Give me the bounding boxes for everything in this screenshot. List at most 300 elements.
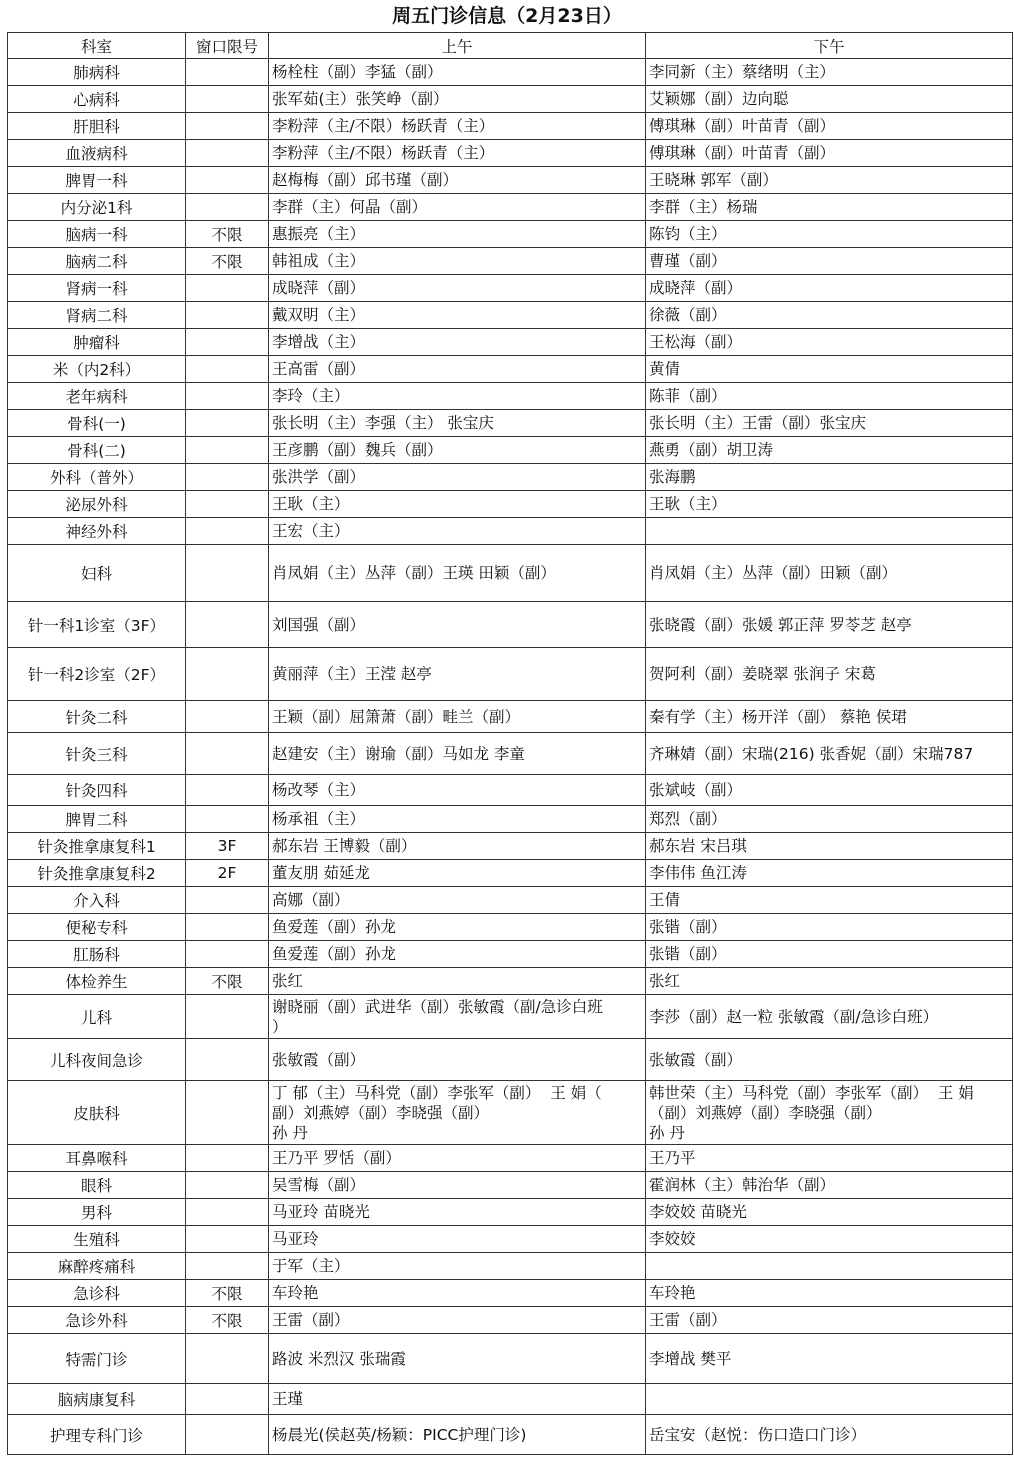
dept-cell: 急诊外科 [8, 1307, 186, 1334]
dept-cell: 急诊科 [8, 1280, 186, 1307]
doctor-line: 张红 [272, 972, 304, 990]
afternoon-doctors-cell [646, 194, 1013, 221]
morning-doctors-cell [269, 941, 646, 968]
dept-cell: 儿科 [8, 995, 186, 1039]
afternoon-doctors-cell [646, 1334, 1013, 1384]
doctor-line: 艾颖娜（副）边向聪 [649, 90, 789, 108]
page-title: 周五门诊信息（2月23日） [392, 5, 622, 27]
table-row [8, 275, 1013, 302]
doctor-line: 张红 [649, 972, 681, 990]
dept-cell: 老年病科 [8, 383, 186, 410]
doctor-line: 鱼爱莲（副）孙龙 [272, 945, 397, 963]
afternoon-doctors-cell [646, 329, 1013, 356]
doctor-line: 王乃平 [649, 1149, 696, 1167]
afternoon-doctors-cell [646, 914, 1013, 941]
afternoon-doctors-cell [646, 113, 1013, 140]
afternoon-doctors-cell [646, 1384, 1013, 1415]
table-row [8, 140, 1013, 167]
dept-cell: 针灸推拿康复科2 [8, 860, 186, 887]
morning-doctors-cell [269, 1039, 646, 1081]
table-row [8, 59, 1013, 86]
morning-doctors-cell [269, 140, 646, 167]
morning-doctors-cell [269, 775, 646, 806]
morning-doctors-cell [269, 833, 646, 860]
afternoon-doctors-cell [646, 356, 1013, 383]
afternoon-doctors-cell [646, 221, 1013, 248]
morning-doctors-cell [269, 329, 646, 356]
doctor-line: 李伟伟 鱼江涛 [649, 864, 747, 882]
table-row [8, 302, 1013, 329]
dept-cell: 肝胆科 [8, 113, 186, 140]
window-limit-cell [186, 302, 269, 329]
window-limit-cell: 不限 [186, 1280, 269, 1307]
doctor-line: 李玲（主） [272, 387, 350, 405]
morning-doctors-cell [269, 1384, 646, 1415]
morning-doctors-cell [269, 1307, 646, 1334]
dept-cell: 麻醉疼痛科 [8, 1253, 186, 1280]
dept-cell: 泌尿外科 [8, 491, 186, 518]
table-row [8, 545, 1013, 602]
doctor-line: 马亚玲 苗晓光 [272, 1203, 370, 1221]
morning-doctors-cell [269, 648, 646, 701]
doctor-line: 赵建安（主）谢瑜（副）马如龙 李童 [272, 744, 525, 763]
afternoon-doctors-cell [646, 1226, 1013, 1253]
doctor-line: 王松海（副） [649, 333, 743, 351]
morning-doctors-cell [269, 1334, 646, 1384]
dept-cell: 介入科 [8, 887, 186, 914]
doctor-line: 王宏（主） [272, 522, 350, 540]
window-limit-cell [186, 887, 269, 914]
window-limit-cell: 3F [186, 833, 269, 860]
doctor-line: 于军（主） [272, 1257, 350, 1275]
dept-cell: 米（内2科） [8, 356, 186, 383]
doctor-line: 吴雪梅（副） [272, 1176, 366, 1194]
doctor-line: 赵梅梅（副）邱书瑾（副） [272, 171, 459, 189]
doctor-line: 韩祖成（主） [272, 252, 366, 270]
afternoon-doctors-cell [646, 248, 1013, 275]
window-limit-cell [186, 1081, 269, 1145]
table-row [8, 995, 1013, 1039]
dept-cell: 眼科 [8, 1172, 186, 1199]
doctor-line: 李姣姣 [649, 1230, 696, 1248]
window-limit-cell [186, 1226, 269, 1253]
morning-doctors-cell [269, 113, 646, 140]
window-limit-cell [186, 167, 269, 194]
morning-doctors-cell [269, 1199, 646, 1226]
doctor-line: 李群（主）何晶（副） [272, 198, 428, 216]
doctor-line: 杨承祖（主） [272, 810, 366, 828]
doctor-line: 谢晓丽（副）武进华（副）张敏霞（副/急诊白班 [272, 997, 603, 1016]
dept-cell: 儿科夜间急诊 [8, 1039, 186, 1081]
table-row [8, 518, 1013, 545]
doctor-line: 张锴（副） [649, 945, 727, 963]
afternoon-doctors-cell [646, 410, 1013, 437]
doctor-line: 燕勇（副）胡卫涛 [649, 441, 774, 459]
morning-doctors-cell [269, 701, 646, 733]
afternoon-doctors-cell [646, 1307, 1013, 1334]
afternoon-doctors-cell [646, 968, 1013, 995]
doctor-line: 李莎（副）赵一粒 张敏霞（副/急诊白班） [649, 1007, 939, 1026]
dept-cell: 针一科2诊室（2F） [8, 648, 186, 701]
window-limit-cell [186, 775, 269, 806]
table-row [8, 1081, 1013, 1145]
doctor-line: 马亚玲 [272, 1230, 319, 1248]
doctor-line: 王乃平 罗恬（副） [272, 1149, 401, 1167]
afternoon-doctors-cell [646, 1280, 1013, 1307]
morning-doctors-cell [269, 86, 646, 113]
dept-cell: 外科（普外） [8, 464, 186, 491]
doctor-line: 王晓琳 郭军（副） [649, 171, 778, 189]
doctor-line: 车玲艳 [272, 1284, 319, 1302]
table-row [8, 1334, 1013, 1384]
table-row [8, 1039, 1013, 1081]
table-row [8, 491, 1013, 518]
doctor-line: 郝东岩 王博毅（副） [272, 837, 417, 855]
doctor-line: 丁 郁（主）马科党（副）李张军（副） 王 娟（ [272, 1083, 602, 1102]
morning-doctors-cell [269, 410, 646, 437]
dept-cell: 骨科(二) [8, 437, 186, 464]
afternoon-doctors-cell [646, 860, 1013, 887]
table-row [8, 356, 1013, 383]
afternoon-doctors-cell [646, 1253, 1013, 1280]
doctor-line: 刘国强（副） [272, 615, 366, 634]
window-limit-cell [186, 1039, 269, 1081]
doctor-line: 李姣姣 苗晓光 [649, 1203, 747, 1221]
morning-doctors-cell [269, 1226, 646, 1253]
table-row [8, 248, 1013, 275]
dept-cell: 脾胃二科 [8, 806, 186, 833]
afternoon-doctors-cell [646, 59, 1013, 86]
doctor-line: 肖凤娟（主）丛萍（副）王瑛 田颖（副） [272, 564, 556, 582]
doctor-line: 王雷（副） [272, 1311, 350, 1329]
table-row [8, 1145, 1013, 1172]
header-limit: 窗口限号 [186, 33, 269, 59]
afternoon-doctors-cell [646, 941, 1013, 968]
window-limit-cell [186, 275, 269, 302]
window-limit-cell [186, 1172, 269, 1199]
dept-cell: 血液病科 [8, 140, 186, 167]
afternoon-doctors-cell [646, 775, 1013, 806]
doctor-line: 戴双明（主） [272, 306, 366, 324]
table-row [8, 329, 1013, 356]
morning-doctors-cell [269, 518, 646, 545]
afternoon-doctors-cell [646, 806, 1013, 833]
morning-doctors-cell [269, 995, 646, 1039]
table-row [8, 113, 1013, 140]
dept-cell: 针灸二科 [8, 701, 186, 733]
window-limit-cell [186, 356, 269, 383]
doctor-line: ） [272, 1017, 288, 1036]
morning-doctors-cell [269, 968, 646, 995]
window-limit-cell [186, 491, 269, 518]
dept-cell: 肛肠科 [8, 941, 186, 968]
window-limit-cell [186, 806, 269, 833]
table-row [8, 1415, 1013, 1455]
afternoon-doctors-cell [646, 383, 1013, 410]
doctor-line: 杨栓柱（副）李猛（副） [272, 63, 443, 81]
morning-doctors-cell [269, 1280, 646, 1307]
header-row [8, 33, 1013, 59]
doctor-line: 张长明（主）李强（主） 张宝庆 [272, 414, 494, 432]
table-row [8, 941, 1013, 968]
doctor-line: （副）刘燕婷（副）李晓强（副） [649, 1103, 882, 1122]
morning-doctors-cell [269, 545, 646, 602]
table-row [8, 464, 1013, 491]
doctor-line: 张军茹(主）张笑峥（副） [272, 90, 449, 108]
morning-doctors-cell [269, 806, 646, 833]
morning-doctors-cell [269, 1081, 646, 1145]
morning-doctors-cell [269, 1172, 646, 1199]
morning-doctors-cell [269, 1415, 646, 1455]
doctor-line: 董友朋 茹延龙 [272, 864, 370, 882]
dept-cell: 耳鼻喉科 [8, 1145, 186, 1172]
doctor-line: 王倩 [649, 891, 681, 909]
morning-doctors-cell [269, 602, 646, 648]
dept-cell: 肾病一科 [8, 275, 186, 302]
table-row [8, 221, 1013, 248]
window-limit-cell: 不限 [186, 248, 269, 275]
afternoon-doctors-cell [646, 545, 1013, 602]
morning-doctors-cell [269, 221, 646, 248]
doctor-line: 李粉萍（主/不限）杨跃青（主） [272, 144, 495, 162]
dept-cell: 脑病一科 [8, 221, 186, 248]
doctor-line: 杨晨光(侯赵英/杨颖：PICC护理门诊) [272, 1425, 527, 1444]
afternoon-doctors-cell [646, 86, 1013, 113]
doctor-line: 曹瑾（副） [649, 252, 727, 270]
afternoon-doctors-cell [646, 1172, 1013, 1199]
doctor-line: 张敏霞（副） [272, 1050, 366, 1069]
table-row [8, 887, 1013, 914]
dept-cell: 皮肤科 [8, 1081, 186, 1145]
window-limit-cell: 不限 [186, 968, 269, 995]
doctor-line: 车玲艳 [649, 1284, 696, 1302]
window-limit-cell [186, 383, 269, 410]
dept-cell: 男科 [8, 1199, 186, 1226]
header-dept: 科室 [8, 33, 186, 59]
afternoon-doctors-cell [646, 491, 1013, 518]
afternoon-doctors-cell [646, 518, 1013, 545]
dept-cell: 特需门诊 [8, 1334, 186, 1384]
table-row [8, 1384, 1013, 1415]
window-limit-cell [186, 1334, 269, 1384]
doctor-line: 郑烈（副） [649, 810, 727, 828]
dept-cell: 针灸推拿康复科1 [8, 833, 186, 860]
doctor-line: 韩世荣（主）马科党（副）李张军（副） 王 娟 [649, 1083, 974, 1102]
window-limit-cell [186, 140, 269, 167]
table-row [8, 437, 1013, 464]
doctor-line: 傅琪琳（副）叶苗青（副） [649, 144, 836, 162]
morning-doctors-cell [269, 733, 646, 775]
doctor-line: 肖凤娟（主）丛萍（副）田颖（副） [649, 564, 898, 582]
dept-cell: 便秘专科 [8, 914, 186, 941]
doctor-line: 成晓萍（副） [272, 279, 366, 297]
doctor-line: 王耿（主） [649, 495, 727, 513]
dept-cell: 脑病康复科 [8, 1384, 186, 1415]
window-limit-cell [186, 59, 269, 86]
afternoon-doctors-cell [646, 1415, 1013, 1455]
doctor-line: 副）刘燕婷（副）李晓强（副） [272, 1103, 490, 1122]
doctor-line: 黄丽萍（主）王滢 赵亭 [272, 665, 432, 683]
morning-doctors-cell [269, 59, 646, 86]
afternoon-doctors-cell [646, 995, 1013, 1039]
morning-doctors-cell [269, 356, 646, 383]
doctor-line: 张海鹏 [649, 468, 696, 486]
window-limit-cell [186, 701, 269, 733]
header-am: 上午 [269, 33, 646, 59]
window-limit-cell [186, 941, 269, 968]
table-row [8, 775, 1013, 806]
dept-cell: 肾病二科 [8, 302, 186, 329]
window-limit-cell [186, 464, 269, 491]
doctor-line: 王高雷（副） [272, 360, 366, 378]
doctor-line: 孙 丹 [272, 1123, 308, 1142]
doctor-line: 李粉萍（主/不限）杨跃青（主） [272, 117, 495, 135]
morning-doctors-cell [269, 302, 646, 329]
afternoon-doctors-cell [646, 167, 1013, 194]
window-limit-cell [186, 1415, 269, 1455]
header-pm: 下午 [646, 33, 1013, 59]
table-row [8, 733, 1013, 775]
dept-cell: 针一科1诊室（3F） [8, 602, 186, 648]
doctor-line: 傅琪琳（副）叶苗青（副） [649, 117, 836, 135]
doctor-line: 王雷（副） [649, 1311, 727, 1329]
dept-cell: 针灸四科 [8, 775, 186, 806]
window-limit-cell [186, 1199, 269, 1226]
doctor-line: 王颖（副）屈箫萧（副）畦兰（副） [272, 707, 521, 726]
afternoon-doctors-cell [646, 833, 1013, 860]
dept-cell: 骨科(一) [8, 410, 186, 437]
doctor-line: 霍润林（主）韩治华（副） [649, 1176, 836, 1194]
afternoon-doctors-cell [646, 1081, 1013, 1145]
doctor-line: 孙 丹 [649, 1123, 685, 1142]
table-row [8, 1199, 1013, 1226]
afternoon-doctors-cell [646, 1199, 1013, 1226]
afternoon-doctors-cell [646, 1039, 1013, 1081]
doctor-line: 张斌岐（副） [649, 781, 743, 799]
morning-doctors-cell [269, 887, 646, 914]
afternoon-doctors-cell [646, 887, 1013, 914]
dept-cell: 针灸三科 [8, 733, 186, 775]
window-limit-cell [186, 995, 269, 1039]
table-row [8, 1253, 1013, 1280]
window-limit-cell [186, 410, 269, 437]
window-limit-cell: 不限 [186, 1307, 269, 1334]
dept-cell: 护理专科门诊 [8, 1415, 186, 1455]
doctor-line: 杨改琴（主） [272, 781, 366, 799]
dept-cell: 脑病二科 [8, 248, 186, 275]
table-row [8, 86, 1013, 113]
table-row [8, 860, 1013, 887]
schedule-table [7, 32, 1013, 1455]
dept-cell: 内分泌1科 [8, 194, 186, 221]
morning-doctors-cell [269, 194, 646, 221]
window-limit-cell [186, 1253, 269, 1280]
window-limit-cell [186, 1145, 269, 1172]
morning-doctors-cell [269, 1253, 646, 1280]
afternoon-doctors-cell [646, 1145, 1013, 1172]
afternoon-doctors-cell [646, 602, 1013, 648]
table-row [8, 602, 1013, 648]
table-row [8, 194, 1013, 221]
table-row [8, 833, 1013, 860]
window-limit-cell [186, 86, 269, 113]
window-limit-cell [186, 914, 269, 941]
table-row [8, 806, 1013, 833]
doctor-line: 徐薇（副） [649, 306, 727, 324]
window-limit-cell: 2F [186, 860, 269, 887]
doctor-line: 陈菲（副） [649, 387, 727, 405]
table-row [8, 648, 1013, 701]
table-row [8, 1280, 1013, 1307]
doctor-line: 王耿（主） [272, 495, 350, 513]
table-row [8, 1307, 1013, 1334]
morning-doctors-cell [269, 914, 646, 941]
morning-doctors-cell [269, 167, 646, 194]
doctor-line: 李同新（主）蔡绪明（主） [649, 63, 836, 81]
morning-doctors-cell [269, 860, 646, 887]
doctor-line: 贺阿利（副）姜晓翠 张润子 宋葛 [649, 665, 876, 683]
doctor-line: 岳宝安（赵悦：伤口造口门诊） [649, 1425, 867, 1444]
doctor-line: 陈钧（主） [649, 225, 727, 243]
window-limit-cell: 不限 [186, 221, 269, 248]
window-limit-cell [186, 329, 269, 356]
doctor-line: 高娜（副） [272, 891, 350, 909]
dept-cell: 肺病科 [8, 59, 186, 86]
afternoon-doctors-cell [646, 302, 1013, 329]
morning-doctors-cell [269, 437, 646, 464]
doctor-line: 秦有学（主）杨开洋（副） 蔡艳 侯珺 [649, 707, 907, 726]
morning-doctors-cell [269, 1145, 646, 1172]
window-limit-cell [186, 518, 269, 545]
doctor-line: 郝东岩 宋吕琪 [649, 837, 747, 855]
afternoon-doctors-cell [646, 701, 1013, 733]
afternoon-doctors-cell [646, 648, 1013, 701]
afternoon-doctors-cell [646, 275, 1013, 302]
afternoon-doctors-cell [646, 437, 1013, 464]
doctor-line: 张长明（主）王雷（副）张宝庆 [649, 414, 867, 432]
table-row [8, 167, 1013, 194]
doctor-line: 李增战（主） [272, 333, 366, 351]
morning-doctors-cell [269, 248, 646, 275]
window-limit-cell [186, 733, 269, 775]
doctor-line: 李群（主）杨瑞 [649, 198, 758, 216]
window-limit-cell [186, 545, 269, 602]
doctor-line: 王瑾 [272, 1390, 304, 1408]
table-row [8, 1226, 1013, 1253]
window-limit-cell [186, 1384, 269, 1415]
doctor-line: 齐琳婧（副）宋瑞(216) 张香妮（副）宋瑞787 [649, 744, 974, 763]
window-limit-cell [186, 113, 269, 140]
dept-cell: 脾胃一科 [8, 167, 186, 194]
morning-doctors-cell [269, 464, 646, 491]
afternoon-doctors-cell [646, 733, 1013, 775]
doctor-line: 黄倩 [649, 360, 681, 378]
table-row [8, 914, 1013, 941]
doctor-line: 鱼爱莲（副）孙龙 [272, 918, 397, 936]
dept-cell: 体检养生 [8, 968, 186, 995]
afternoon-doctors-cell [646, 464, 1013, 491]
dept-cell: 肿瘤科 [8, 329, 186, 356]
doctor-line: 张锴（副） [649, 918, 727, 936]
doctor-line: 张洪学（副） [272, 468, 366, 486]
window-limit-cell [186, 648, 269, 701]
table-row [8, 410, 1013, 437]
doctor-line: 惠振亮（主） [272, 225, 366, 243]
morning-doctors-cell [269, 383, 646, 410]
morning-doctors-cell [269, 275, 646, 302]
doctor-line: 王彦鹏（副）魏兵（副） [272, 441, 443, 459]
table-row [8, 383, 1013, 410]
